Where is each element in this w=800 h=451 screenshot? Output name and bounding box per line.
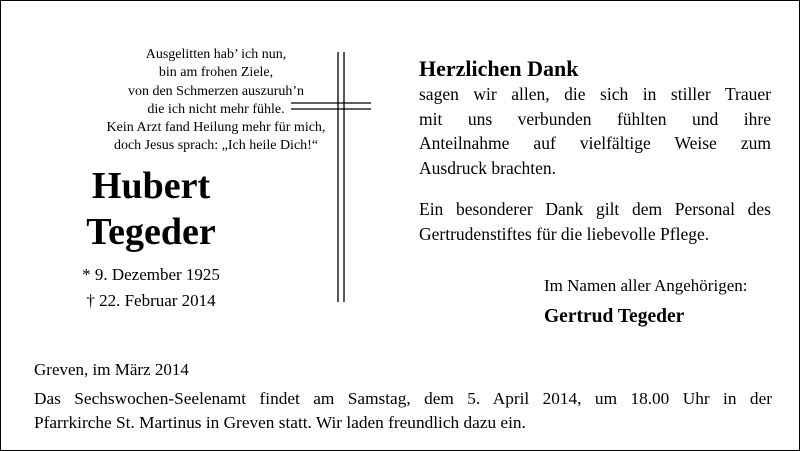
thanks-line: Ein besonderer Dank gilt dem Personal des (419, 199, 771, 219)
poem-line: Ausgelitten hab’ ich nun, (145, 47, 287, 62)
notice-line: Das Sechswochen-Seelenamt findet am Samstag, dem 5. April 2014, um 18.00 Uhr in der (34, 389, 772, 408)
place-and-date: Greven, im März 2014 (34, 360, 189, 379)
thanks-line: Anteilnahme auf vielfältige Weise zum (419, 133, 771, 153)
thanks-paragraph (419, 82, 771, 180)
closing-phrase: Im Namen aller Angehörigen: (544, 276, 748, 295)
requiem-notice (34, 387, 772, 435)
poem-line: von den Schmerzen auszuruh’n (127, 83, 305, 99)
poem-line: die ich nicht mehr fühle. (147, 101, 285, 117)
thanks-line: Gertrudenstiftes für die liebevolle Pflege. (419, 223, 710, 244)
death-date: † 22. Februar 2014 (86, 291, 216, 310)
thanks-heading: Herzlichen Dank (419, 56, 579, 81)
deceased-first-name: Hubert (91, 165, 211, 207)
birth-date: * 9. Dezember 1925 (82, 265, 220, 284)
poem-line: doch Jesus sprach: „Ich heile Dich!“ (113, 138, 319, 154)
notice-line: Pfarrkirche St. Martinus in Greven statt. Wir laden freundlich dazu ein. (34, 413, 526, 432)
signer-name: Gertrud Tegeder (544, 306, 685, 327)
thanks-line: mit uns verbunden fühlten und ihre (419, 108, 771, 129)
deceased-last-name: Tegeder (86, 211, 216, 253)
thanks-line: sagen wir allen, die sich in stiller Trauer (419, 84, 771, 104)
special-thanks-paragraph (419, 197, 771, 246)
poem-line: Kein Arzt fand Heilung mehr für mich, (106, 120, 326, 136)
thanks-line: Ausdruck brachten. (419, 157, 557, 178)
poem-line: bin am frohen Ziele, (158, 65, 274, 81)
cross-icon (291, 52, 371, 302)
